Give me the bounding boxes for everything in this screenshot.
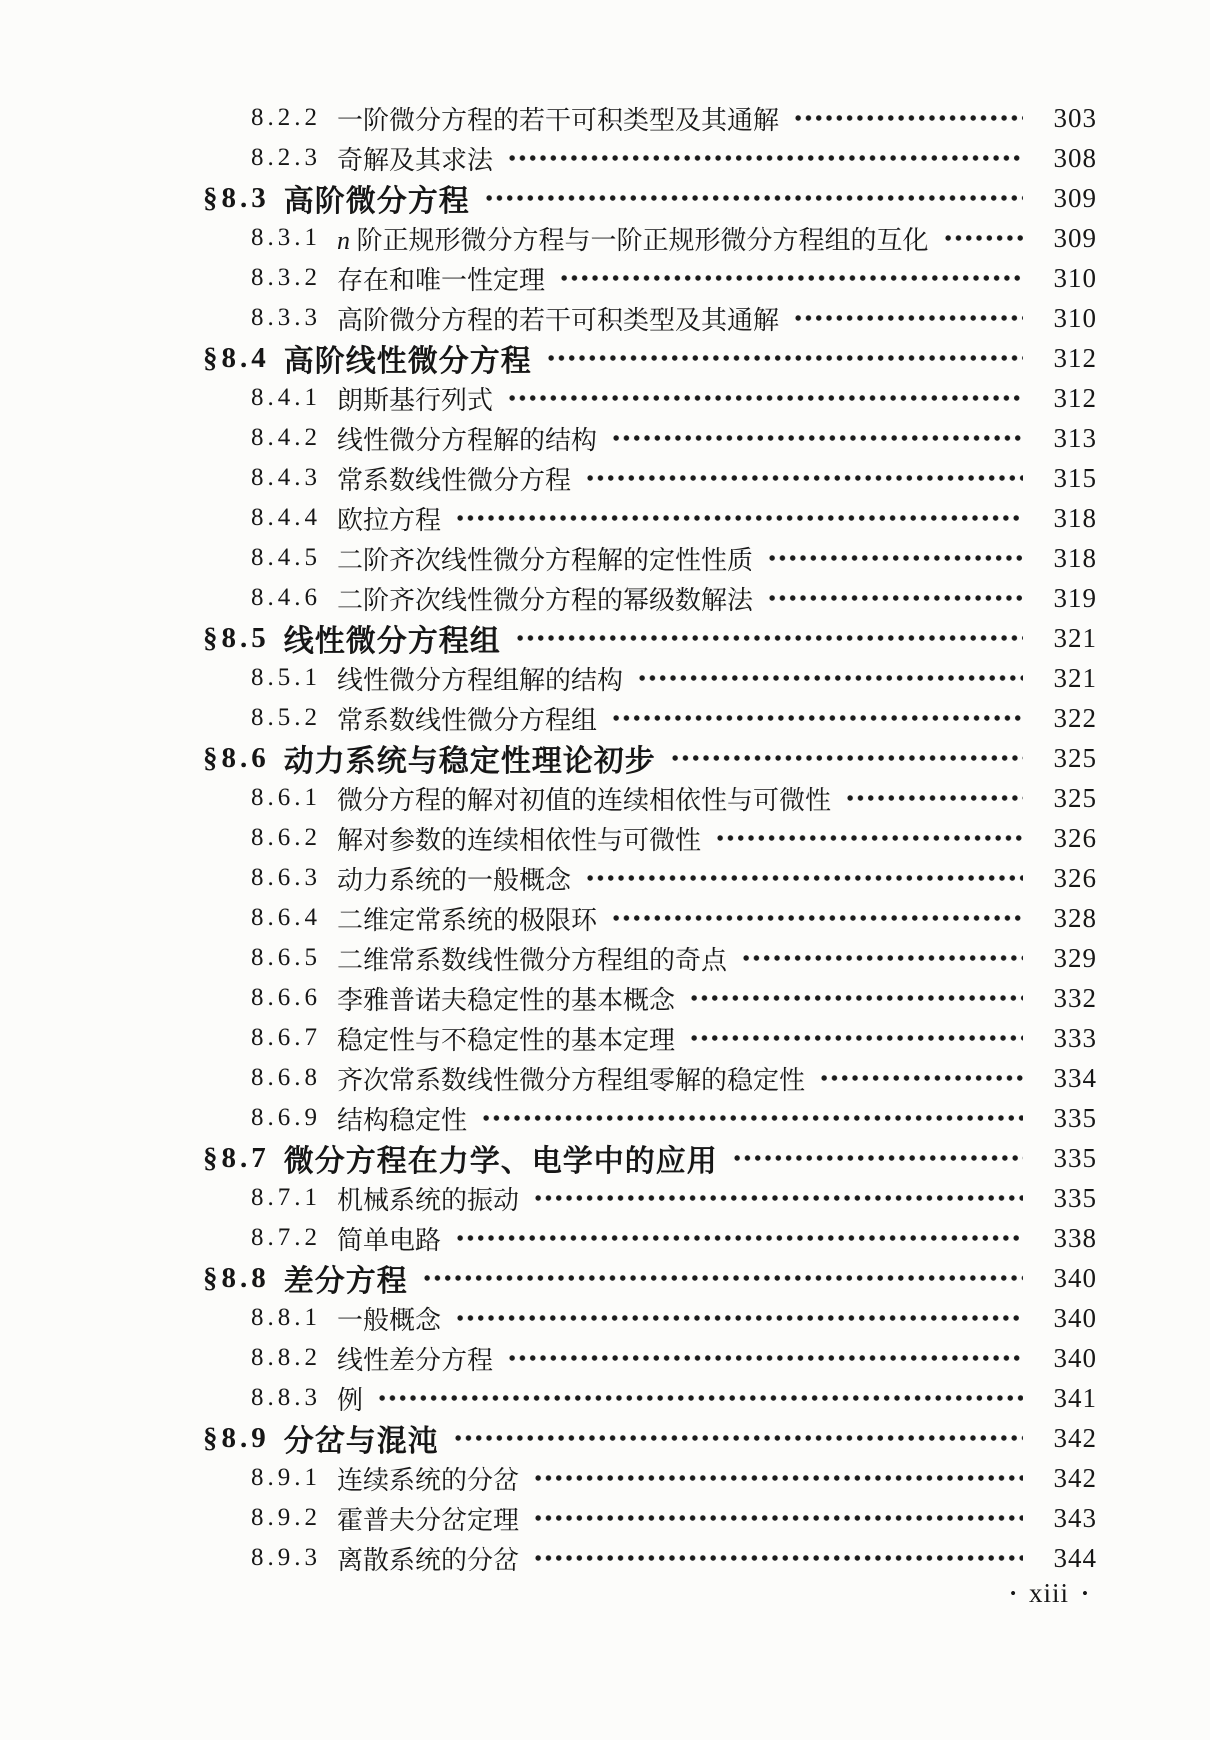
dotted-leader <box>765 550 1023 566</box>
dotted-leader <box>635 670 1023 686</box>
toc-entry-title: 霍普夫分岔定理 <box>337 1505 520 1535</box>
toc-entry <box>0 1378 1210 1418</box>
toc-entry-page: 319 <box>1053 582 1097 613</box>
toc-entry-title: 动力系统与稳定性理论初步 <box>283 745 656 778</box>
toc-entry-number: 8.8.1 <box>251 1304 321 1331</box>
dotted-leader <box>482 190 1023 206</box>
toc-entry-page: 318 <box>1053 502 1097 533</box>
toc-entry <box>0 418 1210 458</box>
dotted-leader <box>451 1430 1023 1446</box>
dotted-leader <box>479 1110 1023 1126</box>
toc-entry-title: 微分方程的解对初值的连续相依性与可微性 <box>337 785 832 815</box>
dotted-leader <box>544 350 1023 366</box>
toc-entry <box>0 98 1210 138</box>
toc-entry-page: 315 <box>1053 462 1097 493</box>
toc-entry-title: 离散系统的分岔 <box>337 1545 520 1575</box>
toc-entry <box>0 1498 1210 1538</box>
toc-entry <box>0 1538 1210 1578</box>
dotted-leader <box>791 310 1023 326</box>
toc-entry <box>0 938 1210 978</box>
toc-entry-page: 310 <box>1053 302 1097 333</box>
dotted-leader <box>713 830 1023 846</box>
toc-entry-page: 325 <box>1053 742 1097 773</box>
toc-entry-title: 动力系统的一般概念 <box>337 865 572 895</box>
toc-entry <box>0 178 1210 218</box>
toc-entry-number: 8.6.3 <box>251 864 321 891</box>
toc-entry-page: 342 <box>1053 1462 1097 1493</box>
toc-list <box>0 98 1210 1578</box>
toc-entry <box>0 458 1210 498</box>
toc-entry-number: 8.9.2 <box>251 1504 321 1531</box>
toc-entry <box>0 538 1210 578</box>
toc-entry-title: 差分方程 <box>283 1265 408 1298</box>
toc-entry <box>0 138 1210 178</box>
toc-entry-page: 308 <box>1053 142 1097 173</box>
toc-entry-number: §8.5 <box>203 621 270 654</box>
toc-entry-number: 8.8.3 <box>251 1384 321 1411</box>
toc-entry-title: 高阶线性微分方程 <box>283 345 532 378</box>
toc-entry-page: 322 <box>1053 702 1097 733</box>
toc-entry-number: 8.7.1 <box>251 1184 321 1211</box>
toc-entry-number: 8.6.1 <box>251 784 321 811</box>
toc-entry-number: 8.2.2 <box>251 104 321 131</box>
toc-entry <box>0 1018 1210 1058</box>
dotted-leader <box>609 430 1023 446</box>
toc-entry-number: 8.8.2 <box>251 1344 321 1371</box>
toc-entry-number: 8.6.9 <box>251 1104 321 1131</box>
toc-entry-title: 欧拉方程 <box>337 505 442 535</box>
toc-entry-page: 321 <box>1053 662 1097 693</box>
toc-entry-title: 线性微分方程组解的结构 <box>337 665 624 695</box>
dotted-leader <box>531 1550 1023 1566</box>
toc-entry-number: 8.4.5 <box>251 544 321 571</box>
toc-entry <box>0 978 1210 1018</box>
toc-entry <box>0 1058 1210 1098</box>
toc-entry-title: 存在和唯一性定理 <box>337 265 546 295</box>
toc-entry-page: 329 <box>1053 942 1097 973</box>
toc-entry-title: 线性差分方程 <box>337 1345 494 1375</box>
toc-entry-title: 线性微分方程组 <box>283 625 501 658</box>
toc-entry-title: 二维常系数线性微分方程组的奇点 <box>337 945 728 975</box>
toc-entry <box>0 778 1210 818</box>
toc-entry <box>0 698 1210 738</box>
toc-entry-page: 325 <box>1053 782 1097 813</box>
toc-entry <box>0 1298 1210 1338</box>
toc-entry <box>0 338 1210 378</box>
dotted-leader <box>420 1270 1023 1286</box>
footer-page-number: xiii <box>1029 1578 1070 1608</box>
toc-entry <box>0 1418 1210 1458</box>
toc-entry <box>0 1218 1210 1258</box>
toc-entry-title: 高阶微分方程 <box>283 185 470 218</box>
toc-entry-number: 8.6.5 <box>251 944 321 971</box>
toc-entry-number: §8.8 <box>203 1261 270 1294</box>
toc-entry <box>0 858 1210 898</box>
toc-entry-title: 齐次常系数线性微分方程组零解的稳定性 <box>337 1065 806 1095</box>
toc-entry-number: 8.7.2 <box>251 1224 321 1251</box>
toc-entry-title: 奇解及其求法 <box>337 145 494 175</box>
toc-entry-title: 简单电路 <box>337 1225 442 1255</box>
dotted-leader <box>583 470 1023 486</box>
toc-entry-number: 8.5.2 <box>251 704 321 731</box>
toc-entry-page: 335 <box>1053 1102 1097 1133</box>
dotted-leader <box>730 1150 1023 1166</box>
toc-entry <box>0 1098 1210 1138</box>
toc-entry-title: 二阶齐次线性微分方程的幂级数解法 <box>337 585 754 615</box>
dotted-leader <box>941 230 1023 246</box>
toc-entry-number: §8.4 <box>203 341 270 374</box>
toc-entry <box>0 298 1210 338</box>
dotted-leader <box>668 750 1023 766</box>
dotted-leader <box>791 110 1023 126</box>
toc-entry-title: 微分方程在力学、电学中的应用 <box>283 1145 718 1178</box>
toc-entry-title: 朗斯基行列式 <box>337 385 494 415</box>
dotted-leader <box>453 1310 1023 1326</box>
toc-entry-title: 解对参数的连续相依性与可微性 <box>337 825 702 855</box>
toc-entry <box>0 658 1210 698</box>
toc-entry-title: 二维定常系统的极限环 <box>337 905 598 935</box>
toc-entry-number: §8.9 <box>203 1421 270 1454</box>
toc-entry-number: 8.5.1 <box>251 664 321 691</box>
toc-entry-title: 连续系统的分岔 <box>337 1465 520 1495</box>
toc-entry-page: 310 <box>1053 262 1097 293</box>
toc-entry-number: 8.4.2 <box>251 424 321 451</box>
toc-entry-title: 机械系统的振动 <box>337 1185 520 1215</box>
toc-entry <box>0 898 1210 938</box>
toc-entry-page: 332 <box>1053 982 1097 1013</box>
toc-entry <box>0 1458 1210 1498</box>
toc-entry-title: 常系数线性微分方程组 <box>337 705 598 735</box>
toc-entry <box>0 738 1210 778</box>
toc-entry-page: 344 <box>1053 1542 1097 1573</box>
toc-entry-page: 312 <box>1053 382 1097 413</box>
toc-entry-page: 328 <box>1053 902 1097 933</box>
toc-entry-number: 8.4.3 <box>251 464 321 491</box>
toc-entry-page: 303 <box>1053 102 1097 133</box>
toc-entry-number: 8.6.6 <box>251 984 321 1011</box>
footer-left-bullet-icon: • <box>1010 1584 1017 1603</box>
toc-entry <box>0 1178 1210 1218</box>
toc-entry-number: 8.6.8 <box>251 1064 321 1091</box>
toc-entry-title: n 阶正规形微分方程与一阶正规形微分方程组的互化 <box>337 225 929 255</box>
dotted-leader <box>609 710 1023 726</box>
dotted-leader <box>375 1390 1023 1406</box>
toc-entry-page: 318 <box>1053 542 1097 573</box>
toc-entry <box>0 1138 1210 1178</box>
toc-entry-title: 一阶微分方程的若干可积类型及其通解 <box>337 105 780 135</box>
dotted-leader <box>557 270 1023 286</box>
dotted-leader <box>453 510 1023 526</box>
dotted-leader <box>739 950 1023 966</box>
toc-entry-title: 常系数线性微分方程 <box>337 465 572 495</box>
toc-entry-page: 342 <box>1053 1422 1097 1453</box>
dotted-leader <box>583 870 1023 886</box>
toc-entry-title: 线性微分方程解的结构 <box>337 425 598 455</box>
dotted-leader <box>609 910 1023 926</box>
toc-entry-page: 338 <box>1053 1222 1097 1253</box>
toc-entry-page: 326 <box>1053 822 1097 853</box>
toc-entry <box>0 818 1210 858</box>
dotted-leader <box>687 990 1023 1006</box>
page-footer <box>1010 1578 1088 1609</box>
toc-entry-title: 高阶微分方程的若干可积类型及其通解 <box>337 305 780 335</box>
toc-entry <box>0 258 1210 298</box>
toc-entry-page: 343 <box>1053 1502 1097 1533</box>
toc-entry <box>0 498 1210 538</box>
toc-entry-page: 340 <box>1053 1302 1097 1333</box>
toc-entry-title: 李雅普诺夫稳定性的基本概念 <box>337 985 676 1015</box>
toc-entry-number: 8.3.1 <box>251 224 321 251</box>
toc-entry-title: 二阶齐次线性微分方程解的定性性质 <box>337 545 754 575</box>
toc-entry-page: 335 <box>1053 1182 1097 1213</box>
footer-right-bullet-icon: • <box>1082 1584 1088 1603</box>
dotted-leader <box>505 1350 1023 1366</box>
toc-entry-number: 8.4.6 <box>251 584 321 611</box>
toc-entry-page: 326 <box>1053 862 1097 893</box>
toc-entry-title: 一般概念 <box>337 1305 442 1335</box>
toc-entry-number: 8.6.4 <box>251 904 321 931</box>
toc-entry-page: 340 <box>1053 1342 1097 1373</box>
toc-entry-page: 313 <box>1053 422 1097 453</box>
toc-entry-page: 309 <box>1053 182 1097 213</box>
toc-entry-title: 结构稳定性 <box>337 1105 468 1135</box>
dotted-leader <box>531 1470 1023 1486</box>
toc-entry-page: 309 <box>1053 222 1097 253</box>
toc-entry <box>0 1338 1210 1378</box>
dotted-leader <box>817 1070 1023 1086</box>
toc-entry-number: §8.3 <box>203 181 270 214</box>
toc-entry-number: §8.7 <box>203 1141 270 1174</box>
toc-entry <box>0 618 1210 658</box>
toc-entry-number: 8.9.3 <box>251 1544 321 1571</box>
toc-entry-number: 8.2.3 <box>251 144 321 171</box>
toc-entry-page: 335 <box>1053 1142 1097 1173</box>
toc-entry <box>0 218 1210 258</box>
toc-entry-number: 8.4.1 <box>251 384 321 411</box>
toc-entry-number: 8.3.2 <box>251 264 321 291</box>
toc-entry-title: 分岔与混沌 <box>283 1425 439 1458</box>
toc-entry-number: 8.6.7 <box>251 1024 321 1051</box>
toc-entry-page: 341 <box>1053 1382 1097 1413</box>
toc-entry-page: 334 <box>1053 1062 1097 1093</box>
toc-entry-number: 8.6.2 <box>251 824 321 851</box>
toc-entry <box>0 378 1210 418</box>
toc-entry-number: 8.3.3 <box>251 304 321 331</box>
dotted-leader <box>765 590 1023 606</box>
dotted-leader <box>505 150 1023 166</box>
toc-entry-number: 8.4.4 <box>251 504 321 531</box>
toc-entry-number: §8.6 <box>203 741 270 774</box>
toc-entry-title: 稳定性与不稳定性的基本定理 <box>337 1025 676 1055</box>
dotted-leader <box>513 630 1023 646</box>
toc-entry-title: 例 <box>337 1385 364 1415</box>
dotted-leader <box>843 790 1023 806</box>
dotted-leader <box>531 1510 1023 1526</box>
dotted-leader <box>505 390 1023 406</box>
toc-entry-page: 321 <box>1053 622 1097 653</box>
toc-entry-number: 8.9.1 <box>251 1464 321 1491</box>
toc-entry-page: 312 <box>1053 342 1097 373</box>
toc-entry-page: 340 <box>1053 1262 1097 1293</box>
toc-entry <box>0 1258 1210 1298</box>
toc-entry <box>0 578 1210 618</box>
toc-entry-page: 333 <box>1053 1022 1097 1053</box>
dotted-leader <box>453 1230 1023 1246</box>
dotted-leader <box>531 1190 1023 1206</box>
dotted-leader <box>687 1030 1023 1046</box>
